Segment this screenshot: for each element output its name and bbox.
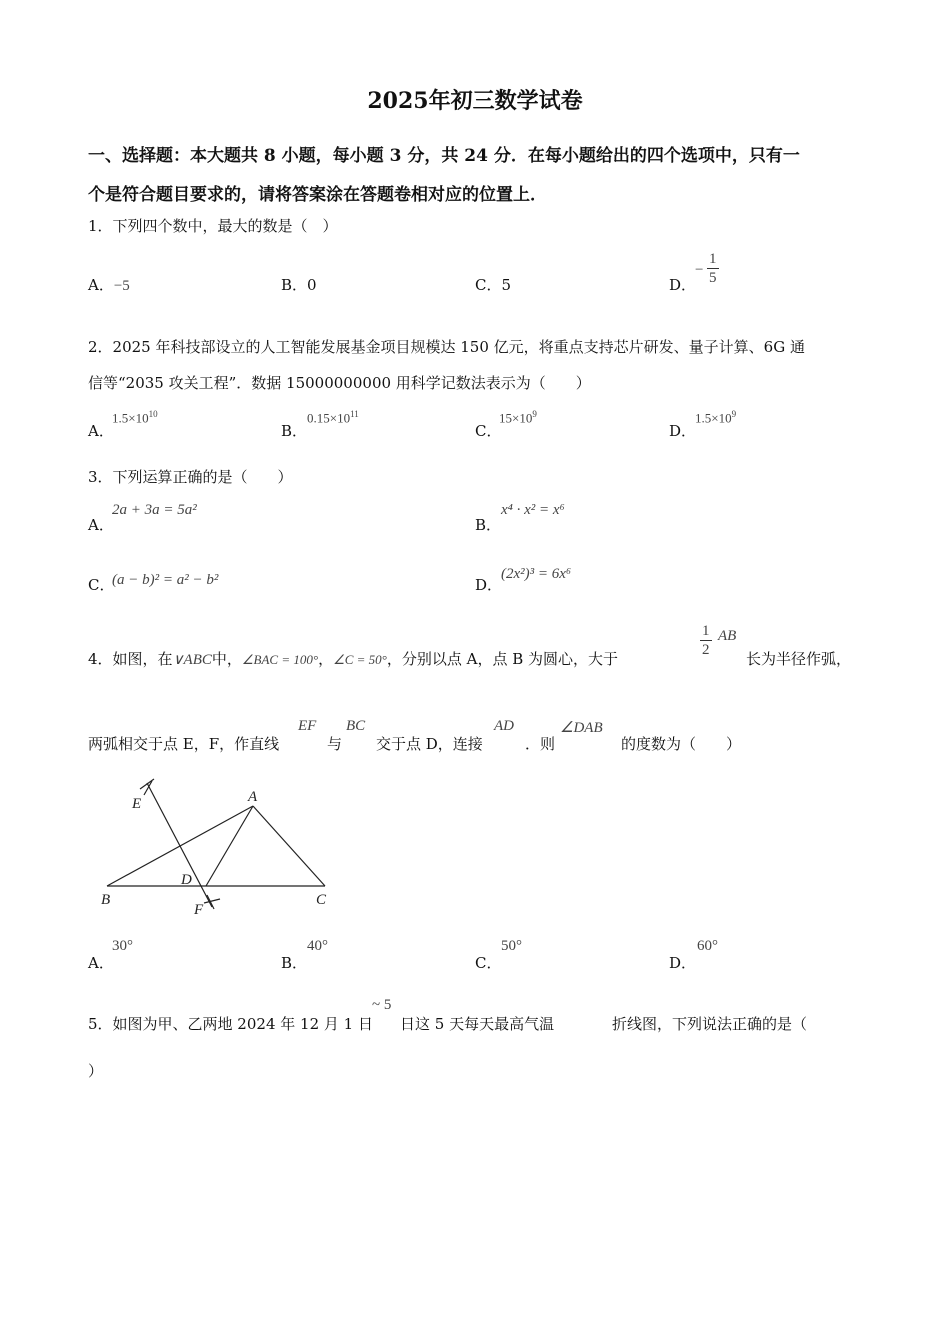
q3-option-a[interactable]: A． 2a + 3a = 5a² [88,502,197,534]
q4-line2-c: 交于点 D，连接 [376,735,483,753]
q4-line2-d: ．则 [525,735,556,753]
q1-option-d-neg: − [695,262,704,278]
q3-option-c[interactable]: C． (a − b)² = a² − b² [88,572,219,594]
q1-option-a[interactable]: A．−5 [88,276,130,294]
q1-option-a-value: −5 [113,278,130,294]
q1-option-b[interactable]: B．0 [281,276,317,294]
label-e: E [132,796,142,812]
q2-option-d[interactable]: D． $1.5\times 10^9$ [669,409,737,440]
q2-option-c[interactable]: C． $15\times 10^9$ [475,409,537,440]
label-f: F [194,902,204,918]
q3-stem: 3．下列运算正确的是（ ） [88,468,293,486]
q4-line2-a: 两弧相交于点 E，F，作直线 [88,735,280,753]
q4-angle-dab: ∠DAB [560,720,603,736]
q2-line1: 2．2025 年科技部设立的人工智能发展基金项目规模达 150 亿元，将重点支持芯片研发、量子计算、6G 通 [88,338,805,356]
label-d: D [181,872,192,888]
q2-option-a[interactable]: A． $1.5\times 10^{10}$ [88,409,158,440]
q5-line1-b: 日这 5 天每天最高气温 [400,1015,555,1033]
q1-stem: 1．下列四个数中，最大的数是（ ） [88,217,338,235]
line-ef [147,783,212,907]
section-heading-line2: 个是符合题目要求的，请将答案涂在答题卷相对应的位置上． [88,185,547,205]
q2-line2: 信等“2035 攻关工程”．数据 15000000000 用科学记数法表示为（ ） [88,374,591,392]
label-b: B [101,892,111,908]
q4-line-ef: EF [298,718,317,734]
q4-line1: 4．如图，在∨ABC中，∠BAC = 100°，∠C = 50°，分别以点 A，点 B 为圆心，大于 [88,650,619,668]
q3-option-d[interactable]: D． (2x²)³ = 6x⁶ [475,566,572,594]
q4-line1-end: 长为半径作弧， [746,650,852,668]
label-a: A [248,789,258,805]
arc-mark-f1 [204,899,220,903]
segment-ac [253,806,325,886]
q5-line1-c: 折线图，下列说法正确的是（ [612,1015,808,1033]
q1-option-c-value: 5 [501,276,512,294]
page-title: 2025年初三数学试卷 [367,88,583,114]
q4-option-a[interactable]: A． 30° [88,938,133,972]
q1-option-b-value: 0 [307,276,317,294]
q4-segment-bc: BC [346,718,366,734]
q5-line1-a: 5．如图为甲、乙两地 2024 年 12 月 1 日 [88,1015,373,1033]
q4-fraction-half: $\frac{1}{2}$ AB [702,623,737,658]
q4-triangle-figure [90,775,350,925]
label-c: C [316,892,327,908]
q4-segment-ad: AD [494,718,514,734]
q5-date-range: ~ 5 [372,997,392,1013]
q4-option-c[interactable]: C． 50° [475,938,522,972]
q4-option-d[interactable]: D． 60° [669,938,718,972]
q5-line2: ） [88,1062,104,1080]
q3-option-b[interactable]: B． x⁴ · x² = x⁶ [475,502,565,534]
q4-option-b[interactable]: B． 40° [281,938,328,972]
segment-ad [206,806,253,886]
q4-line2-b: 与 [327,735,343,753]
q4-line2-e: 的度数为（ ） [621,735,742,753]
arc-mark-e1 [140,779,154,789]
section-heading-line1: 一、选择题：本大题共 8 小题，每小题 3 分，共 24 分．在每小题给出的四个选项中，只有一 [88,146,800,166]
q2-option-b[interactable]: B． $0.15\times 10^{11}$ [281,409,359,440]
q1-option-c[interactable]: C．5 [475,276,512,294]
q1-option-d-fraction: $\frac{1}{5}$ [709,251,717,286]
